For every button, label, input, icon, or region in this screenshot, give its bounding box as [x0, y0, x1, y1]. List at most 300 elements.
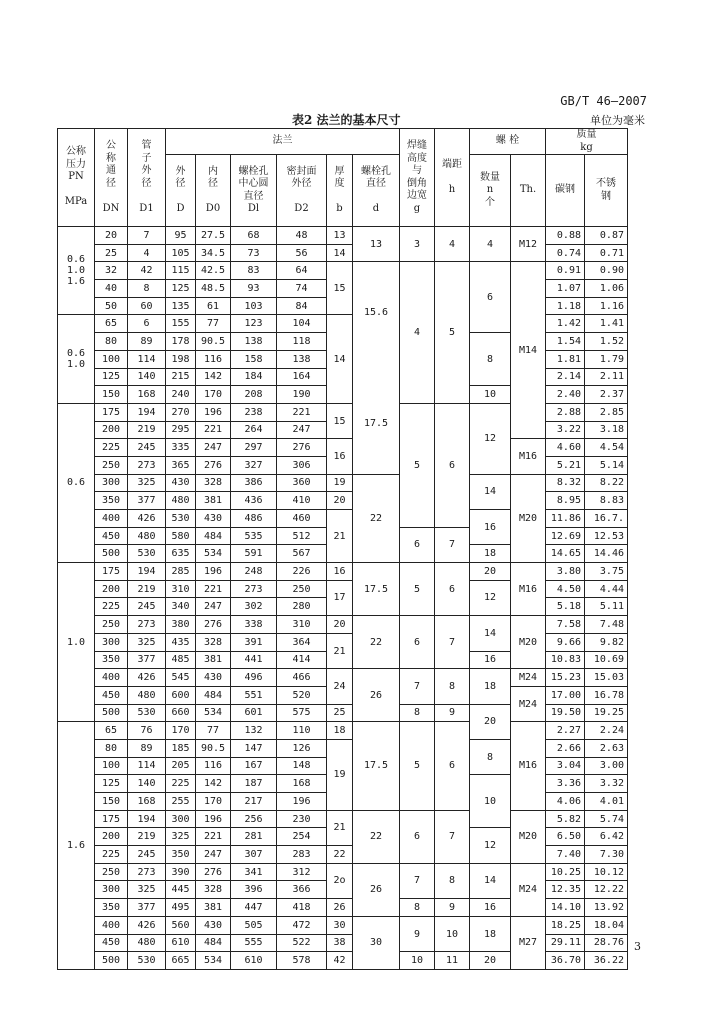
- cell-Dl: 496: [231, 669, 277, 687]
- cell-d1: 377: [128, 899, 166, 917]
- cell-d: 22: [353, 474, 400, 562]
- cell-n: 14: [470, 474, 511, 509]
- cell-Dl: 187: [231, 775, 277, 793]
- cell-d1: 426: [128, 510, 166, 528]
- cell-D: 295: [166, 421, 196, 439]
- cell-mass-carbon: 10.25: [546, 863, 585, 881]
- cell-b: 16: [327, 563, 353, 581]
- cell-h: 5: [435, 262, 470, 404]
- header-th: Th.: [511, 155, 546, 227]
- cell-D0: 116: [196, 350, 231, 368]
- cell-D2: 360: [277, 474, 327, 492]
- cell-h: 6: [435, 563, 470, 616]
- cell-d1: 194: [128, 810, 166, 828]
- cell-n: 8: [470, 333, 511, 386]
- cell-mass-carbon: 5.82: [546, 810, 585, 828]
- cell-mass-stainless: 4.44: [585, 580, 628, 598]
- cell-dn: 350: [95, 492, 128, 510]
- cell-mass-carbon: 2.66: [546, 739, 585, 757]
- cell-D2: 567: [277, 545, 327, 563]
- header-dn: 公 称 通 径 DN: [95, 129, 128, 227]
- cell-g: 5: [400, 563, 435, 616]
- cell-D: 105: [166, 244, 196, 262]
- cell-D: 340: [166, 598, 196, 616]
- header-stainless: 不锈 钢: [585, 155, 628, 227]
- cell-d1: 325: [128, 474, 166, 492]
- cell-dn: 65: [95, 722, 128, 740]
- cell-mass-stainless: 12.22: [585, 881, 628, 899]
- cell-Dl: 327: [231, 456, 277, 474]
- cell-D0: 170: [196, 793, 231, 811]
- cell-mass-stainless: 4.54: [585, 439, 628, 457]
- cell-g: 5: [400, 722, 435, 810]
- cell-mass-stainless: 1.52: [585, 333, 628, 351]
- cell-D0: 142: [196, 775, 231, 793]
- cell-g: 6: [400, 527, 435, 562]
- cell-d1: 426: [128, 669, 166, 687]
- cell-D2: 414: [277, 651, 327, 669]
- cell-D0: 534: [196, 952, 231, 970]
- cell-d1: 530: [128, 704, 166, 722]
- cell-D2: 84: [277, 297, 327, 315]
- cell-D2: 226: [277, 563, 327, 581]
- cell-mass-stainless: 2.63: [585, 739, 628, 757]
- cell-D: 390: [166, 863, 196, 881]
- cell-mass-stainless: 1.06: [585, 280, 628, 298]
- cell-D2: 168: [277, 775, 327, 793]
- table-row: [58, 669, 628, 687]
- cell-d1: 377: [128, 492, 166, 510]
- cell-Dl: 555: [231, 934, 277, 952]
- cell-dn: 65: [95, 315, 128, 333]
- cell-mass-carbon: 1.42: [546, 315, 585, 333]
- cell-D: 300: [166, 810, 196, 828]
- cell-b: 26: [327, 899, 353, 917]
- header-qty: 数量 n 个: [470, 155, 511, 227]
- cell-dn: 100: [95, 350, 128, 368]
- cell-D: 255: [166, 793, 196, 811]
- cell-D: 205: [166, 757, 196, 775]
- cell-dn: 500: [95, 952, 128, 970]
- cell-D2: 118: [277, 333, 327, 351]
- cell-d1: 245: [128, 598, 166, 616]
- cell-n: 8: [470, 739, 511, 774]
- cell-dn: 50: [95, 297, 128, 315]
- cell-b: 30: [327, 916, 353, 934]
- cell-b: 19: [327, 474, 353, 492]
- cell-g: 6: [400, 616, 435, 669]
- cell-D2: 366: [277, 881, 327, 899]
- cell-mass-stainless: 5.11: [585, 598, 628, 616]
- cell-n: 12: [470, 580, 511, 615]
- cell-D: 310: [166, 580, 196, 598]
- cell-D0: 381: [196, 899, 231, 917]
- cell-mass-carbon: 5.18: [546, 598, 585, 616]
- cell-mass-stainless: 3.18: [585, 421, 628, 439]
- cell-mass-carbon: 18.25: [546, 916, 585, 934]
- cell-mass-carbon: 7.40: [546, 846, 585, 864]
- cell-Dl: 93: [231, 280, 277, 298]
- cell-mass-carbon: 0.88: [546, 227, 585, 245]
- cell-D0: 484: [196, 686, 231, 704]
- cell-D0: 142: [196, 368, 231, 386]
- cell-n: 12: [470, 828, 511, 863]
- cell-d: 13: [353, 227, 400, 262]
- cell-D2: 418: [277, 899, 327, 917]
- header-flange: 法兰: [166, 129, 400, 155]
- cell-pn: 0.6 1.0 1.6: [58, 227, 95, 315]
- cell-d1: 114: [128, 350, 166, 368]
- cell-th: M27: [511, 916, 546, 969]
- cell-D0: 77: [196, 315, 231, 333]
- cell-mass-stainless: 9.82: [585, 633, 628, 651]
- cell-b: 25: [327, 704, 353, 722]
- cell-Dl: 391: [231, 633, 277, 651]
- cell-d1: 219: [128, 580, 166, 598]
- cell-n: 10: [470, 386, 511, 404]
- cell-n: 18: [470, 916, 511, 951]
- cell-mass-stainless: 16.7.: [585, 510, 628, 528]
- header-carbon: 碳钢: [546, 155, 585, 227]
- cell-dn: 20: [95, 227, 128, 245]
- cell-d1: 4: [128, 244, 166, 262]
- cell-d1: 168: [128, 386, 166, 404]
- cell-d1: 325: [128, 633, 166, 651]
- cell-d: 26: [353, 669, 400, 722]
- cell-Dl: 447: [231, 899, 277, 917]
- cell-D2: 104: [277, 315, 327, 333]
- cell-th: M14: [511, 262, 546, 439]
- cell-b: 20: [327, 492, 353, 510]
- cell-d1: 377: [128, 651, 166, 669]
- cell-D: 325: [166, 828, 196, 846]
- cell-g: 6: [400, 810, 435, 863]
- cell-h: 9: [435, 899, 470, 917]
- cell-d1: 114: [128, 757, 166, 775]
- cell-mass-stainless: 4.01: [585, 793, 628, 811]
- cell-mass-carbon: 2.14: [546, 368, 585, 386]
- cell-mass-stainless: 18.04: [585, 916, 628, 934]
- cell-mass-carbon: 12.35: [546, 881, 585, 899]
- cell-g: 9: [400, 916, 435, 951]
- cell-d1: 219: [128, 421, 166, 439]
- cell-n: 20: [470, 704, 511, 739]
- cell-Dl: 551: [231, 686, 277, 704]
- cell-D2: 164: [277, 368, 327, 386]
- cell-d1: 426: [128, 916, 166, 934]
- cell-dn: 150: [95, 386, 128, 404]
- cell-D0: 276: [196, 456, 231, 474]
- cell-D0: 484: [196, 934, 231, 952]
- cell-d: 17.5: [353, 722, 400, 810]
- cell-Dl: 73: [231, 244, 277, 262]
- standard-code: GB/T 46—2007: [560, 94, 647, 108]
- cell-mass-carbon: 12.69: [546, 527, 585, 545]
- cell-Dl: 341: [231, 863, 277, 881]
- cell-D0: 276: [196, 616, 231, 634]
- cell-D2: 247: [277, 421, 327, 439]
- cell-Dl: 132: [231, 722, 277, 740]
- cell-D2: 512: [277, 527, 327, 545]
- cell-dn: 450: [95, 686, 128, 704]
- header-D: 外 径 D: [166, 155, 196, 227]
- cell-D0: 221: [196, 421, 231, 439]
- cell-dn: 225: [95, 598, 128, 616]
- cell-D2: 64: [277, 262, 327, 280]
- cell-D2: 74: [277, 280, 327, 298]
- cell-D: 480: [166, 492, 196, 510]
- table-row: [58, 722, 628, 740]
- cell-mass-carbon: 1.18: [546, 297, 585, 315]
- header-gap: 端距 h: [435, 129, 470, 227]
- cell-n: 10: [470, 775, 511, 828]
- cell-mass-carbon: 15.23: [546, 669, 585, 687]
- cell-d1: 60: [128, 297, 166, 315]
- cell-mass-carbon: 14.65: [546, 545, 585, 563]
- cell-D2: 190: [277, 386, 327, 404]
- cell-mass-stainless: 16.78: [585, 686, 628, 704]
- cell-D0: 42.5: [196, 262, 231, 280]
- cell-h: 6: [435, 403, 470, 527]
- cell-dn: 175: [95, 810, 128, 828]
- cell-mass-carbon: 8.95: [546, 492, 585, 510]
- cell-b: 21: [327, 633, 353, 668]
- cell-D0: 116: [196, 757, 231, 775]
- header-d: 螺栓孔 直径 d: [353, 155, 400, 227]
- cell-d1: 245: [128, 439, 166, 457]
- cell-mass-carbon: 1.54: [546, 333, 585, 351]
- cell-D: 580: [166, 527, 196, 545]
- cell-th: M16: [511, 439, 546, 474]
- cell-Dl: 256: [231, 810, 277, 828]
- cell-dn: 400: [95, 916, 128, 934]
- cell-Dl: 217: [231, 793, 277, 811]
- flange-dimension-table: [57, 128, 628, 970]
- cell-D0: 247: [196, 846, 231, 864]
- cell-D: 170: [166, 722, 196, 740]
- cell-h: 7: [435, 810, 470, 863]
- cell-mass-stainless: 36.22: [585, 952, 628, 970]
- cell-mass-carbon: 9.66: [546, 633, 585, 651]
- table-row: [58, 863, 628, 881]
- cell-Dl: 184: [231, 368, 277, 386]
- cell-dn: 125: [95, 775, 128, 793]
- cell-b: 24: [327, 669, 353, 704]
- cell-D0: 534: [196, 704, 231, 722]
- cell-mass-stainless: 6.42: [585, 828, 628, 846]
- cell-b: 15: [327, 262, 353, 315]
- table-title: 表2 法兰的基本尺寸: [292, 113, 401, 127]
- cell-mass-carbon: 6.50: [546, 828, 585, 846]
- cell-h: 7: [435, 527, 470, 562]
- cell-h: 7: [435, 616, 470, 669]
- cell-mass-stainless: 2.37: [585, 386, 628, 404]
- cell-b: 15: [327, 403, 353, 438]
- cell-mass-stainless: 28.76: [585, 934, 628, 952]
- cell-Dl: 307: [231, 846, 277, 864]
- cell-d1: 194: [128, 563, 166, 581]
- cell-D: 198: [166, 350, 196, 368]
- cell-d: 26: [353, 863, 400, 916]
- cell-mass-stainless: 0.87: [585, 227, 628, 245]
- cell-d1: 168: [128, 793, 166, 811]
- cell-pn: 1.6: [58, 722, 95, 970]
- cell-d1: 273: [128, 616, 166, 634]
- cell-Dl: 396: [231, 881, 277, 899]
- cell-D0: 221: [196, 828, 231, 846]
- cell-g: 5: [400, 403, 435, 527]
- cell-D2: 283: [277, 846, 327, 864]
- cell-dn: 300: [95, 881, 128, 899]
- cell-D: 660: [166, 704, 196, 722]
- header-pn: 公称 压力 PN MPa: [58, 129, 95, 227]
- cell-D: 600: [166, 686, 196, 704]
- cell-D0: 34.5: [196, 244, 231, 262]
- header-D2: 密封面 外径 D2: [277, 155, 327, 227]
- cell-Dl: 167: [231, 757, 277, 775]
- cell-mass-carbon: 7.58: [546, 616, 585, 634]
- cell-D2: 460: [277, 510, 327, 528]
- cell-D0: 77: [196, 722, 231, 740]
- header-Dl: 螺栓孔 中心圆 直径 Dl: [231, 155, 277, 227]
- cell-D: 185: [166, 739, 196, 757]
- cell-d1: 42: [128, 262, 166, 280]
- cell-Dl: 591: [231, 545, 277, 563]
- cell-mass-stainless: 7.48: [585, 616, 628, 634]
- cell-d1: 7: [128, 227, 166, 245]
- cell-D0: 90.5: [196, 739, 231, 757]
- cell-Dl: 297: [231, 439, 277, 457]
- cell-D0: 328: [196, 474, 231, 492]
- cell-g: 8: [400, 704, 435, 722]
- cell-D0: 328: [196, 633, 231, 651]
- unit-note: 单位为毫米: [590, 114, 645, 127]
- cell-dn: 25: [95, 244, 128, 262]
- cell-D2: 312: [277, 863, 327, 881]
- cell-D: 125: [166, 280, 196, 298]
- cell-mass-stainless: 12.53: [585, 527, 628, 545]
- cell-mass-carbon: 10.83: [546, 651, 585, 669]
- cell-D2: 306: [277, 456, 327, 474]
- cell-D0: 196: [196, 810, 231, 828]
- cell-D: 560: [166, 916, 196, 934]
- cell-D: 365: [166, 456, 196, 474]
- cell-dn: 175: [95, 403, 128, 421]
- cell-D2: 522: [277, 934, 327, 952]
- cell-D: 530: [166, 510, 196, 528]
- cell-D2: 280: [277, 598, 327, 616]
- cell-D: 430: [166, 474, 196, 492]
- cell-Dl: 441: [231, 651, 277, 669]
- cell-mass-carbon: 3.80: [546, 563, 585, 581]
- table-row: [58, 563, 628, 581]
- cell-b: 18: [327, 722, 353, 740]
- header-D0: 内 径 D0: [196, 155, 231, 227]
- cell-D: 95: [166, 227, 196, 245]
- cell-mass-carbon: 1.81: [546, 350, 585, 368]
- cell-Dl: 486: [231, 510, 277, 528]
- cell-h: 6: [435, 722, 470, 810]
- cell-mass-carbon: 0.91: [546, 262, 585, 280]
- cell-Dl: 83: [231, 262, 277, 280]
- cell-n: 4: [470, 227, 511, 262]
- cell-h: 9: [435, 704, 470, 722]
- cell-Dl: 264: [231, 421, 277, 439]
- cell-n: 6: [470, 262, 511, 333]
- cell-D: 485: [166, 651, 196, 669]
- cell-b: 22: [327, 846, 353, 864]
- cell-mass-stainless: 3.00: [585, 757, 628, 775]
- cell-D2: 520: [277, 686, 327, 704]
- d-extra-value: 17.5: [363, 418, 389, 429]
- cell-mass-stainless: 14.46: [585, 545, 628, 563]
- cell-d1: 194: [128, 403, 166, 421]
- cell-mass-stainless: 5.74: [585, 810, 628, 828]
- cell-mass-stainless: 3.75: [585, 563, 628, 581]
- cell-dn: 250: [95, 456, 128, 474]
- cell-dn: 350: [95, 651, 128, 669]
- cell-Dl: 147: [231, 739, 277, 757]
- cell-D2: 254: [277, 828, 327, 846]
- cell-dn: 40: [95, 280, 128, 298]
- cell-Dl: 281: [231, 828, 277, 846]
- cell-g: 4: [400, 262, 435, 404]
- cell-D2: 310: [277, 616, 327, 634]
- cell-mass-carbon: 3.22: [546, 421, 585, 439]
- table-row: [58, 262, 628, 280]
- cell-mass-stainless: 0.90: [585, 262, 628, 280]
- cell-mass-carbon: 3.04: [546, 757, 585, 775]
- cell-D: 240: [166, 386, 196, 404]
- cell-th: M16: [511, 563, 546, 616]
- cell-D0: 221: [196, 580, 231, 598]
- cell-dn: 150: [95, 793, 128, 811]
- cell-pn: 0.6 1.0: [58, 315, 95, 403]
- cell-mass-stainless: 8.83: [585, 492, 628, 510]
- cell-dn: 32: [95, 262, 128, 280]
- cell-pn: 0.6: [58, 403, 95, 562]
- table-row: [58, 439, 628, 457]
- cell-D2: 48: [277, 227, 327, 245]
- cell-Dl: 238: [231, 403, 277, 421]
- cell-Dl: 208: [231, 386, 277, 404]
- table-row: [58, 227, 628, 245]
- cell-n: 12: [470, 403, 511, 474]
- cell-mass-stainless: 0.71: [585, 244, 628, 262]
- cell-d1: 273: [128, 863, 166, 881]
- cell-b: 20: [327, 616, 353, 634]
- cell-d1: 480: [128, 686, 166, 704]
- cell-D: 350: [166, 846, 196, 864]
- cell-d1: 140: [128, 368, 166, 386]
- cell-g: 10: [400, 952, 435, 970]
- cell-n: 16: [470, 651, 511, 669]
- cell-D0: 328: [196, 881, 231, 899]
- cell-D: 495: [166, 899, 196, 917]
- cell-th: M24: [511, 863, 546, 916]
- cell-mass-carbon: 3.36: [546, 775, 585, 793]
- cell-D2: 575: [277, 704, 327, 722]
- cell-b: 42: [327, 952, 353, 970]
- cell-mass-carbon: 11.86: [546, 510, 585, 528]
- cell-mass-carbon: 5.21: [546, 456, 585, 474]
- cell-D0: 27.5: [196, 227, 231, 245]
- cell-mass-stainless: 5.14: [585, 456, 628, 474]
- header-weld: 焊缝 高度 与 倒角 边宽 g: [400, 129, 435, 227]
- cell-dn: 100: [95, 757, 128, 775]
- cell-mass-stainless: 15.03: [585, 669, 628, 687]
- cell-mass-carbon: 1.07: [546, 280, 585, 298]
